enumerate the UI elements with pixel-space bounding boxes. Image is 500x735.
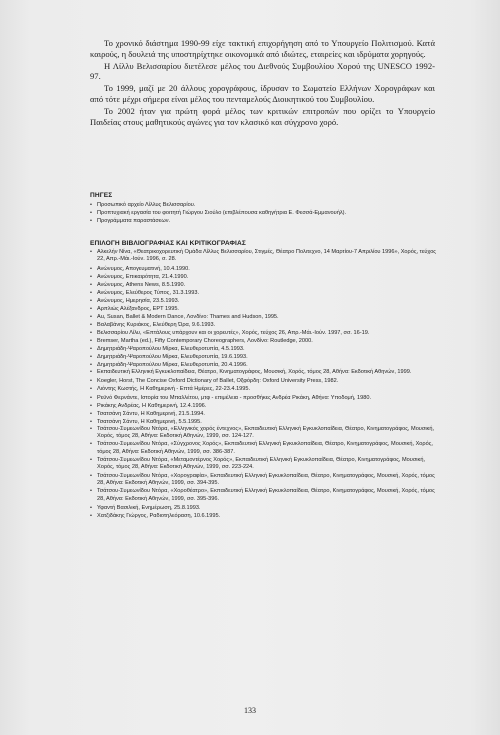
list-item: • Τσατσάνη Σάντυ, Η Καθημερινή, 5.5.1995. (90, 418, 440, 426)
paragraph: Το χρονικό διάστημα 1990-99 είχε τακτική επιχορήγηση από το Υπουργείο Πολιτισμού. Κατά καιρούς, η δουλειά της υποστηρίχτηκε οικονομικά από ιδιώτες, εταιρείες και ιδρύματα χορηγούς. (90, 38, 435, 59)
list-item: • Προγράμματα παραστάσεων. (90, 217, 440, 225)
list-item: • Ανώνυμος, Απογευματινή, 10.4.1990. (90, 265, 440, 273)
list-item: • Ανώνυμος, Ελεύθερος Τύπος, 31.3.1993. (90, 289, 440, 297)
bibliography-section (90, 240, 440, 520)
list-item: • Τσάτσου-Συμεωνίδου Ντόρα, «Χοροθέατρο», Εκπαιδευτική Ελληνική Εγκυκλοπαίδεια, Θέατρο, Κινηματογράφος, Μουσική, Χορός, τόμος 28, Αθήνα: Εκδοτική Αθηνών, 1999, σσ. 395-396. (90, 488, 440, 503)
list-item: • Ανώνυμος, Athens News, 8.5.1990. (90, 281, 440, 289)
sources-section (90, 192, 440, 225)
list-item: • Προπτυχιακή εργασία του φοιτητή Γιώργου Σιούλο (επιβλέπουσα καθηγήτρια Ε. Φεσσά-Εμμανουήλ). (90, 209, 440, 217)
list-item: • Υφαντή Βασιλική, Ενημέρωση, 25.8.1993. (90, 504, 440, 512)
sources-list (90, 201, 440, 225)
list-item: • Ανώνυμος, Επικαιρότητα, 21.4.1990. (90, 273, 440, 281)
list-item: • Εκπαιδευτική Ελληνική Εγκυκλοπαίδεια, Θέατρο, Κινηματογράφος, Μουσική, Χορός, τόμος 28, Αθήνα: Εκδοτική Αθηνών, 1999. (90, 369, 440, 376)
list-item: • Χατζιδάκης Γιώργος, Ραδιοτηλεόραση, 10.6.1995. (90, 512, 440, 520)
list-item: • Λιόντης Κωστής, Η Καθημερινή - Επτά Ημέρες, 22-23.4.1995. (90, 385, 440, 393)
paragraph: Η Λίλλυ Βελισσαρίου διετέλεσε μέλος του Διεθνούς Συμβουλίου Χορού της UNESCO 1992-97. (90, 60, 435, 82)
list-item: • Αλκελήν Νίνα, «Θεατρικοχορευτική Ομάδα Λίλλυς Βελισσαρίου, Στιγμές, Θέατρο Πολιτεχνο, 14 Μαρτίου-7 Απριλίου 1996», Χορός, τεύχος 22, Απρ.-Μάι.-Ιούν. 1996, σ. 28. (90, 249, 440, 264)
list-item: • Βαλαβάνης Κυριάκος, Ελεύθερη Ώρα, 9.6.1993. (90, 321, 440, 329)
paragraph: Το 2002 ήταν για πρώτη φορά μέλος των κριτικών επιτροπών που ορίζει το Υπουργείο Παιδείας στους μαθητικούς αγώνες για τον κλασικό και σύγχρονο χορό. (90, 106, 435, 127)
list-item: • Δημητριάδη-Ψαροπούλου Μίρκα, Ελευθεροτυπία, 4.5.1993. (90, 345, 440, 353)
list-item: • Ανώνυμος, Ημερησία, 23.5.1993. (90, 297, 440, 305)
body-text (90, 38, 435, 129)
list-item: • Τσάτσου-Συμεωνίδου Ντόρα, «Μεταμοντέρνος Χορός», Εκπαιδευτική Ελληνική Εγκυκλοπαίδεια, Θέατρο, Κινηματογράφος, Μουσική, Χορός, τόμος 28, Αθήνα: Εκδοτική Αθηνών, 1999, σσ. 223-224. (90, 457, 440, 472)
list-item: • Ρεϋνό Φερνάντε, Ιστορία του Μπαλλέτου, μτφ - επιμέλεια - προσθήκες Ανδρέα Ρικάκη, Αθήνα: Υποδομή, 1980. (90, 394, 440, 402)
list-item: • Βελισσαρίου Λίλυ, «Επτάλους υπάρχουν και οι χορευτές», Χορός, τεύχος 26, Απρ.-Μάι.-Ιούν. 1997, σσ. 16-19. (90, 329, 440, 337)
list-item: • Τσάτσου-Συμεωνίδου Ντόρα, «Χορογραφία», Εκπαιδευτική Ελληνική Εγκυκλοπαίδεια, Θέατρο, Κινηματογράφος, Μουσική, Χορός, τόμος 28, Αθήνα: Εκδοτική Αθηνών, 1999, σσ. 394-395. (90, 473, 440, 488)
list-item: • Au, Susan, Ballet & Modern Dance, Λονδίνο: Thames and Hudson, 1995. (90, 313, 440, 321)
sources-heading: ΠΗΓΕΣ (90, 192, 113, 199)
list-item: • Δημητριάδη-Ψαροπούλου Μίρκα, Ελευθεροτυπία, 20.4.1996. (90, 361, 440, 369)
list-item: • Αρπλιώς Αλέξανδρος, ΕΡΤ 1995. (90, 305, 440, 313)
list-item: • Δημητριάδη-Ψαροπούλου Μίρκα, Ελευθεροτυπία, 19.6.1993. (90, 353, 440, 361)
list-item: • Τσατσάνη Σάντυ, Η Καθημερινή, 21.5.1994. (90, 410, 440, 418)
list-item: • Τσάτσου-Συμεωνίδου Ντόρα, «Ελληνικός χορός έντεχνος», Εκπαιδευτική Ελληνική Εγκυκλοπαίδεια, Θέατρο, Κινηματογράφος, Μουσική, Χορός, τόμος 28, Αθήνα: Εκδοτική Αθηνών, 1999, σσ. 124-127. (90, 426, 440, 441)
bibliography-heading: ΕΠΙΛΟΓΗ ΒΙΒΛΙΟΓΡΑΦΙΑΣ ΚΑΙ ΚΡΙΤΙΚΟΓΡΑΦΙΑΣ (90, 240, 246, 247)
list-item: • Τσάτσου-Συμεωνίδου Ντόρα, «Σύγχρονος Χορός», Εκπαιδευτική Ελληνική Εγκυκλοπαίδεια, Θέατρο, Κινηματογράφος, Μουσική, Χορός, τόμος 28, Αθήνα: Εκδοτική Αθηνών, 1999, σσ. 386-387. (90, 441, 440, 456)
list-item: • Bremser, Martha (ed.), Fifty Contemporary Choreographers, Λονδίνο: Routledge, 2000. (90, 337, 440, 345)
list-item: • Προσωπικό αρχείο Λίλλυς Βελισσαρίου. (90, 201, 440, 209)
list-item: • Koegler, Horst, The Concise Oxford Dictionary of Ballet, Οξφόρδη: Oxford University Press, 1982. (90, 377, 440, 385)
page-number: 133 (244, 706, 256, 715)
list-item: • Ρικάκης Ανδρέας, Η Καθημερινή, 12.4.1996. (90, 402, 440, 410)
paragraph: Το 1999, μαζί με 20 άλλους χορογράφους, ίδρυσαν το Σωματείο Ελλήνων Χορογράφων και από τότε μέχρι σήμερα είναι μέλος του πενταμελούς Διοικητικού του Συμβουλίου. (90, 83, 435, 104)
bibliography-list (90, 249, 440, 520)
